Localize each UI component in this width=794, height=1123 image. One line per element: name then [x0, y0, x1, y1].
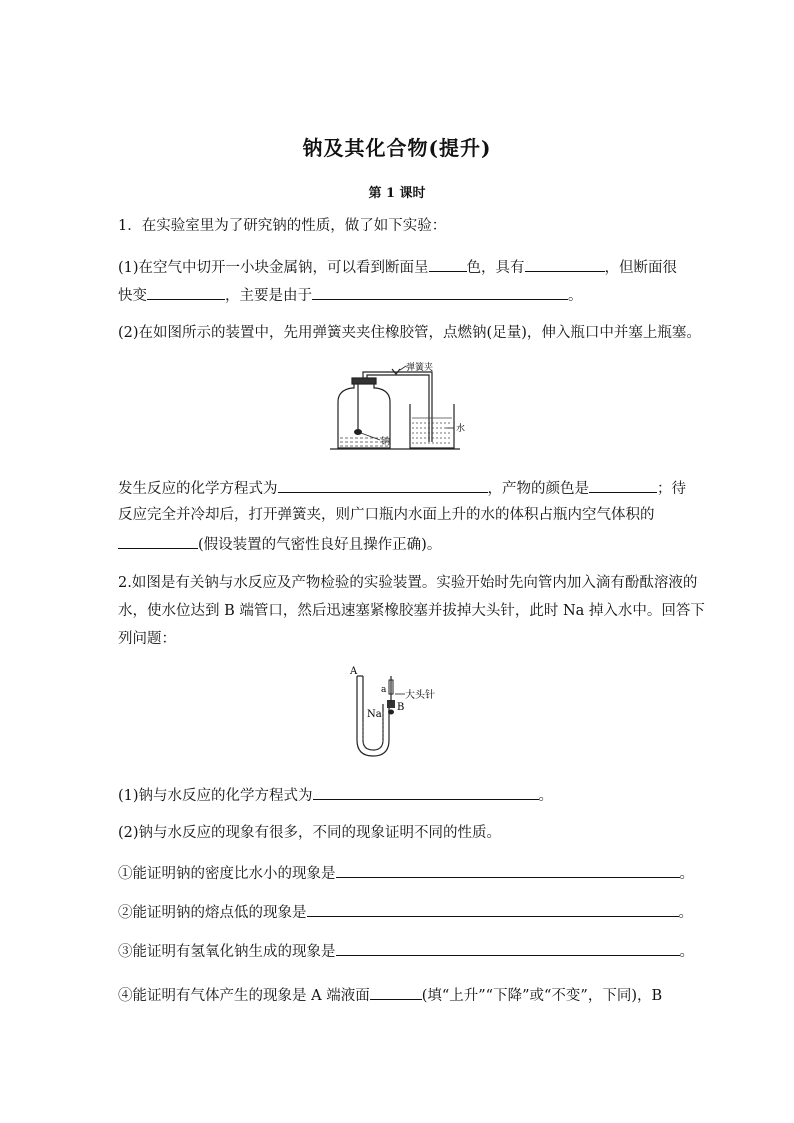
q2-c3-text: ③能证明有氢氧化钠生成的现象是 [118, 944, 336, 960]
q2-stem-line3: 列问题： [118, 631, 176, 647]
answer-blank[interactable] [429, 256, 467, 272]
q2-c1-text: ①能证明钠的密度比水小的现象是 [118, 866, 336, 882]
answer-blank[interactable] [525, 256, 605, 272]
q1-p1-text-b: 色，具有 [466, 260, 525, 276]
fig2-pin-label: 大头针 [405, 690, 435, 701]
fig2-label-A: A [350, 666, 358, 677]
fig2-label-B: B [397, 702, 405, 713]
q2-p1-text-a: (1)钠与水反应的化学方程式为 [118, 788, 313, 804]
q2-c1-end: 。 [679, 866, 694, 882]
q1-part3-line1 [118, 477, 686, 499]
q1-p3-text-b: ，产物的颜色是 [487, 481, 589, 497]
q1-p1-text-f: 。 [568, 288, 583, 304]
q2-part2: (2)钠与水反应的现象有很多，不同的现象证明不同的性质。 [118, 825, 502, 841]
fig1-clamp-label: 弹簧夹 [406, 363, 434, 373]
q2-p1-text-b: 。 [538, 788, 554, 804]
answer-blank[interactable] [307, 901, 679, 917]
q2-c3-end: 。 [679, 944, 694, 960]
q1-part2: (2)在如图所示的装置中，先用弹簧夹夹住橡胶管，点燃钠(足量)，伸入瓶口中并塞上瓶塞。 [118, 325, 701, 341]
answer-blank[interactable] [147, 284, 225, 300]
q2-part1 [118, 784, 553, 806]
answer-blank[interactable] [589, 477, 657, 493]
answer-blank[interactable] [278, 477, 488, 493]
fig2-label-Na: Na [367, 709, 382, 720]
q1-p3-text-a: 发生反应的化学方程式为 [118, 481, 278, 497]
q2-item2 [118, 901, 693, 923]
q2-item1 [118, 862, 694, 884]
q1-p1-text-e: ，主要是由于 [225, 288, 312, 304]
q2-c2-end: 。 [678, 905, 693, 921]
fig1-water-label: 水 [456, 424, 466, 434]
page-title: 钠及其化合物(提升) [302, 136, 492, 160]
fig1-sodium-label: 钠 [381, 437, 391, 447]
q1-stem: 1．在实验室里为了研究钠的性质，做了如下实验： [118, 218, 447, 234]
figure-u-tube-apparatus [345, 662, 450, 762]
q1-p1-text-c: ，但断面很 [604, 260, 678, 276]
q2-c4-text-a: ④能证明有气体产生的现象是 A 端液面 [118, 988, 370, 1004]
answer-blank[interactable] [313, 784, 539, 800]
answer-blank[interactable] [312, 284, 568, 300]
lesson-subtitle: 第 1 课时 [368, 186, 426, 201]
q1-p1-text-d: 快变 [118, 288, 147, 304]
q2-item3 [118, 940, 694, 962]
q2-stem-line1: 2.如图是有关钠与水反应及产物检验的实验装置。实验开始时先向管内加入滴有酚酞溶液的 [118, 575, 698, 591]
q1-part1-line1 [118, 256, 677, 278]
q2-item4 [118, 984, 662, 1006]
q2-c4-text-b: (填“上升”“下降”或“不变”，下同)，B [421, 988, 663, 1004]
answer-blank[interactable] [370, 984, 422, 1000]
answer-blank[interactable] [118, 533, 198, 549]
q1-p3-text-c: ；待 [657, 481, 686, 497]
q2-stem-line2: 水，使水位达到 B 端管口，然后迅速塞紧橡胶塞并拔掉大头针，此时 Na 掉入水中。回答下 [118, 603, 705, 619]
q2-c2-text: ②能证明钠的熔点低的现象是 [118, 905, 307, 921]
answer-blank[interactable] [336, 940, 680, 956]
q1-part3-line3 [118, 533, 441, 555]
fig2-label-a: a [381, 685, 387, 695]
q1-part3-line2: 反应完全并冷却后，打开弹簧夹，则广口瓶内水面上升的水的体积占瓶内空气体积的 [118, 507, 655, 523]
figure-flask-apparatus [330, 360, 470, 455]
q1-p5-text: (假设装置的气密性良好且操作正确)。 [198, 537, 442, 553]
q1-p1-text-a: (1)在空气中切开一小块金属钠，可以看到断面呈 [118, 260, 429, 276]
answer-blank[interactable] [336, 862, 680, 878]
q1-part1-line2 [118, 284, 583, 306]
